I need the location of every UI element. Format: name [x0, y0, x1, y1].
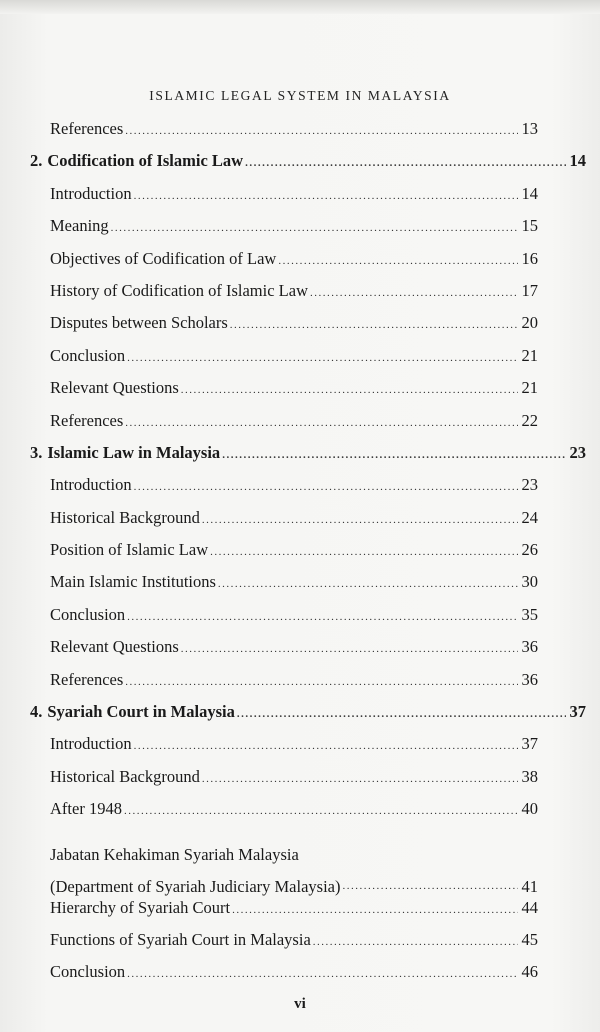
toc-page-number: 40	[521, 799, 538, 819]
toc-entry-row	[30, 798, 586, 830]
dot-leader	[232, 900, 517, 921]
toc-page-number: 20	[521, 313, 538, 333]
chapter-number: 2.	[30, 151, 43, 171]
dot-leader	[278, 251, 517, 272]
dot-leader	[181, 639, 518, 660]
toc-page-number: 26	[521, 540, 538, 560]
toc-entry-row	[30, 248, 586, 280]
toc-page-number: 14	[569, 151, 586, 171]
toc-entry-row	[30, 410, 586, 442]
toc-page-number: 44	[521, 897, 538, 917]
toc-chapter-row	[30, 701, 586, 733]
toc-entry-row	[30, 539, 586, 571]
toc-entry-row	[30, 474, 586, 506]
dot-leader	[134, 186, 518, 207]
toc-entry-row	[30, 733, 586, 765]
toc-entry-title: Historical Background	[50, 507, 200, 527]
toc-entry-row	[30, 312, 586, 344]
toc-entry-row	[30, 280, 586, 312]
toc-entry-row	[30, 831, 586, 897]
dot-leader	[218, 574, 518, 595]
toc-entry-title: Hierarchy of Syariah Court	[50, 897, 231, 917]
toc-entry-title: Position of Islamic Law	[50, 540, 209, 560]
toc-entry-row	[30, 215, 586, 247]
toc-entry-title: Historical Background	[50, 766, 200, 786]
toc-entry-title: Conclusion	[50, 345, 126, 365]
toc-page-number: 41	[521, 876, 538, 896]
toc-entry-row	[30, 636, 586, 668]
toc-page-number: 23	[569, 442, 586, 462]
toc-page-number: 23	[521, 475, 538, 495]
dot-leader	[127, 964, 517, 985]
toc-page-number: 30	[521, 572, 538, 592]
toc-entry-row	[30, 377, 586, 409]
dot-leader	[181, 380, 518, 401]
toc-entry-title-line1: Jabatan Kehakiman Syariah Malaysia	[50, 844, 299, 864]
toc-entry-title: Disputes between Scholars	[50, 313, 228, 333]
toc-page-number: 36	[521, 637, 538, 657]
toc-page-number: 38	[521, 766, 538, 786]
toc-entry-row	[30, 345, 586, 377]
toc-page-number: 37	[521, 734, 538, 754]
toc-entry-title: Meaning	[50, 216, 109, 236]
toc-entry-row	[30, 604, 586, 636]
chapter-number: 3.	[30, 442, 43, 462]
toc-page-number: 37	[569, 702, 586, 722]
toc-entry-title	[50, 844, 340, 897]
dot-leader	[134, 736, 518, 757]
toc-entry-title: References	[50, 410, 124, 430]
dot-leader	[313, 932, 518, 953]
toc-page-number: 21	[521, 345, 538, 365]
dot-leader	[127, 348, 517, 369]
toc-entry-row	[30, 183, 586, 215]
toc-entry-title-line2: (Department of Syariah Judiciary Malaysia)	[50, 876, 341, 896]
toc-page-number: 35	[521, 604, 538, 624]
toc-entry-title: Introduction	[50, 734, 132, 754]
toc-entry-title: References	[50, 119, 124, 138]
dot-leader	[342, 876, 517, 897]
toc-entry-row	[30, 929, 586, 961]
toc-page-number: 45	[521, 929, 538, 949]
toc-entry-row	[30, 118, 586, 150]
toc-entry-title: References	[50, 669, 124, 689]
toc-entry-row	[30, 766, 586, 798]
toc-page-number: 14	[521, 183, 538, 203]
toc-entry-title: Functions of Syariah Court in Malaysia	[50, 929, 311, 949]
toc-page-number: 13	[521, 119, 538, 138]
toc-page-number: 22	[521, 410, 538, 430]
dot-leader	[124, 801, 518, 822]
toc-page-number: 36	[521, 669, 538, 689]
toc-chapter-row	[30, 150, 586, 182]
table-of-contents	[30, 118, 586, 994]
toc-entry-title: Relevant Questions	[50, 378, 179, 398]
dot-leader	[237, 704, 566, 725]
toc-entry-title: History of Codification of Islamic Law	[50, 280, 308, 300]
toc-page-number: 17	[521, 280, 538, 300]
dot-leader	[202, 510, 518, 531]
dot-leader	[111, 218, 518, 239]
toc-entry-title: Introduction	[50, 475, 132, 495]
chapter-title: Syariah Court in Malaysia	[47, 702, 235, 722]
toc-entry-title: After 1948	[50, 799, 122, 819]
toc-entry-title: Main Islamic Institutions	[50, 572, 216, 592]
running-header: ISLAMIC LEGAL SYSTEM IN MALAYSIA	[149, 88, 451, 103]
dot-leader	[125, 121, 517, 142]
dot-leader	[125, 413, 517, 434]
toc-page-number: 24	[521, 507, 538, 527]
toc-page-number: 16	[521, 248, 538, 268]
toc-entry-row	[30, 571, 586, 603]
dot-leader	[245, 153, 565, 174]
toc-entry-title: Conclusion	[50, 962, 126, 982]
toc-entry-title: Relevant Questions	[50, 637, 179, 657]
chapter-title: Codification of Islamic Law	[47, 151, 244, 171]
toc-page-number: 15	[521, 216, 538, 236]
dot-leader	[222, 445, 565, 466]
toc-page-number: 21	[521, 378, 538, 398]
dot-leader	[210, 542, 517, 563]
toc-page-number: 46	[521, 962, 538, 982]
toc-entry-title: Conclusion	[50, 604, 126, 624]
chapter-title: Islamic Law in Malaysia	[47, 442, 221, 462]
chapter-number: 4.	[30, 702, 43, 722]
dot-leader	[310, 283, 518, 304]
toc-chapter-row	[30, 442, 586, 474]
toc-entry-row	[30, 507, 586, 539]
toc-entry-row	[30, 897, 586, 929]
toc-entry-row	[30, 669, 586, 701]
dot-leader	[125, 672, 517, 693]
page-number: vi	[294, 996, 306, 1012]
toc-entry-title: Objectives of Codification of Law	[50, 248, 277, 268]
page-top-edge	[0, 0, 600, 14]
dot-leader	[230, 315, 518, 336]
dot-leader	[202, 769, 518, 790]
dot-leader	[134, 477, 518, 498]
toc-entry-title: Introduction	[50, 183, 132, 203]
dot-leader	[127, 607, 517, 628]
toc-entry-row	[30, 961, 586, 993]
